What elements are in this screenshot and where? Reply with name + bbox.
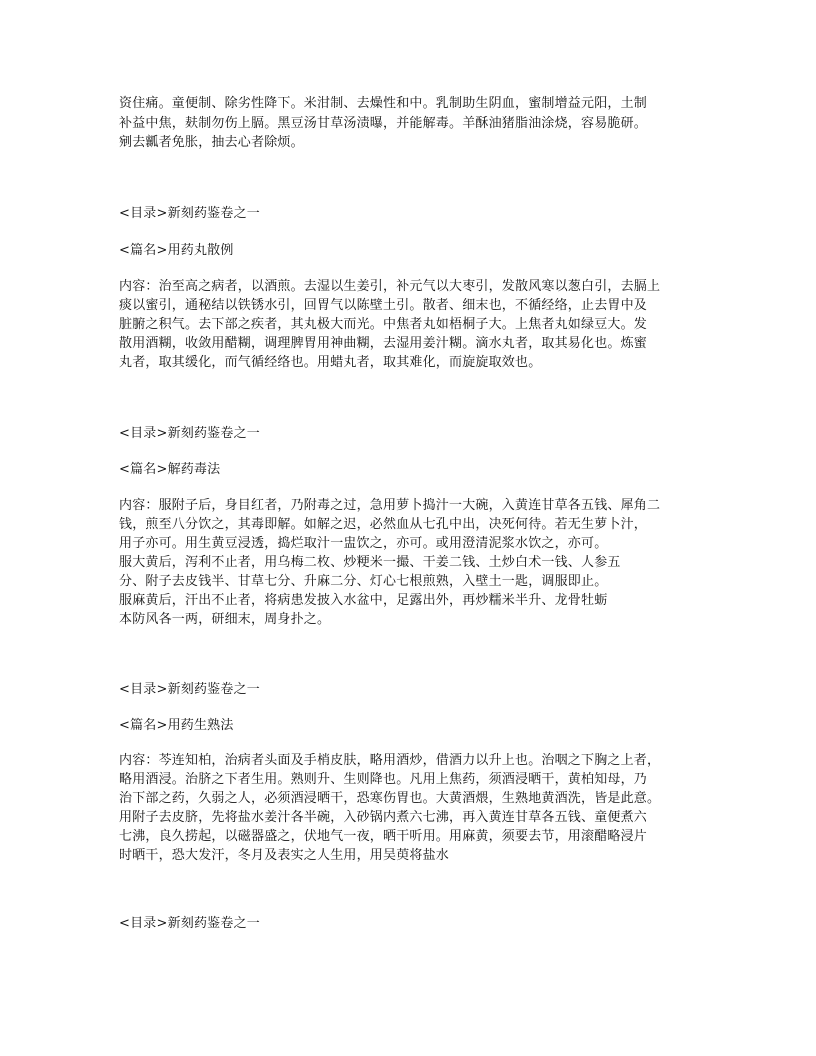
section-line: 服麻黄后，汗出不止者，将病患发披入水盆中，足露出外，再炒糯米半升、龙骨牡蛎 — [119, 593, 608, 608]
intro-line: 补益中焦，麸制勿伤上膈。黑豆汤甘草汤渍曝，并能解毒。羊酥油猪脂油涂烧，容易脆研。 — [119, 116, 648, 131]
intro-line: 资住痛。童便制、除劣性降下。米泔制、去燥性和中。乳制助生阴血，蜜制增益元阳，土制 — [119, 96, 648, 111]
section-line: 丸者，取其缓化，而气循经络也。用蜡丸者，取其难化，而旋旋取效也。 — [119, 355, 542, 370]
section-line: 内容：芩连知柏，治病者头面及手梢皮肤，略用酒炒，借酒力以升上也。治咽之下胸之上者， — [119, 753, 661, 768]
section-line: 本防风各一两，研细末，周身扑之。 — [119, 612, 331, 627]
section-line: 用子亦可。用生黄豆浸透，捣烂取汁一盅饮之，亦可。或用澄清泥浆水饮之，亦可。 — [119, 536, 608, 551]
intro-line: 剜去瓤者免胀，抽去心者除烦。 — [119, 135, 304, 150]
section-catalog: <目录>新刻药鉴卷之一 — [119, 426, 260, 441]
section-catalog: <目录>新刻药鉴卷之一 — [119, 206, 260, 221]
section-line: 分、附子去皮钱半、甘草七分、升麻二分、灯心七根煎熟，入壁土一匙，调服即止。 — [119, 574, 608, 589]
section-title: <篇名>解药毒法 — [119, 462, 221, 477]
section-line: 治下部之药，久弱之人，必须酒浸晒干，恐寒伤胃也。大黄酒煨，生熟地黄酒洗，皆是此意。 — [119, 791, 661, 806]
section-line: 内容：治至高之病者，以酒煎。去湿以生姜引，补元气以大枣引，发散风寒以葱白引，去膈上 — [119, 279, 661, 294]
section-line: 痰以蜜引，通秘结以铁锈水引，回胃气以陈壁土引。散者、细末也，不循经络，止去胃中及 — [119, 298, 648, 313]
section-line: 散用酒糊，收敛用醋糊，调理脾胃用神曲糊，去湿用姜汁糊。滴水丸者，取其易化也。炼蜜 — [119, 336, 648, 351]
section-title: <篇名>用药丸散例 — [119, 243, 234, 258]
section-line: 时晒干，恐大发汗，冬月及表实之人生用，用吴萸将盐水 — [119, 848, 450, 863]
section-catalog: <目录>新刻药鉴卷之一 — [119, 682, 260, 697]
section-line: 用附子去皮脐，先将盐水姜汁各半碗，入砂锅内煮六七沸，再入黄连甘草各五钱、童便煮六 — [119, 810, 648, 825]
section-line: 服大黄后，泻利不止者，用乌梅二枚、炒粳米一撮、干姜二钱、土炒白术一钱、人参五 — [119, 555, 621, 570]
section-line: 脏腑之积气。去下部之疾者，其丸极大而光。中焦者丸如梧桐子大。上焦者丸如绿豆大。发 — [119, 317, 648, 332]
section-line: 内容：服附子后，身目红者，乃附毒之过，急用萝卜捣汁一大碗，入黄连甘草各五钱、犀角二 — [119, 498, 661, 513]
section-title: <篇名>用药生熟法 — [119, 718, 234, 733]
section-line: 七沸，良久捞起，以磁器盛之，伏地气一夜，晒干听用。用麻黄，须要去节，用滚醋略浸片 — [119, 829, 648, 844]
section-line: 钱，煎至八分饮之，其毒即解。如解之迟，必然血从七孔中出，决死何待。若无生萝卜汁， — [119, 517, 648, 532]
section-catalog: <目录>新刻药鉴卷之一 — [119, 916, 260, 931]
section-line: 略用酒浸。治脐之下者生用。熟则升、生则降也。凡用上焦药，须酒浸晒干，黄柏知母，乃 — [119, 772, 648, 787]
